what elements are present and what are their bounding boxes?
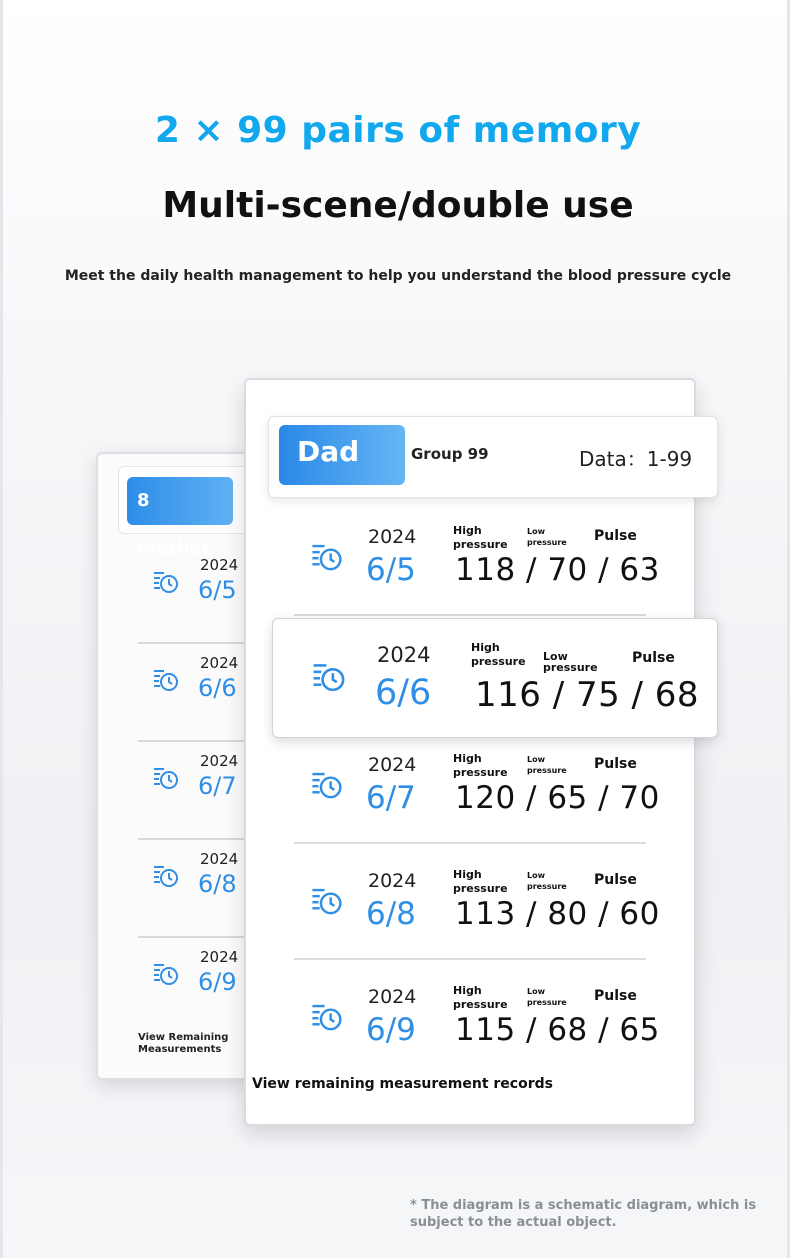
clock-history-icon — [310, 1000, 344, 1038]
dad-memory-card — [244, 378, 700, 1126]
record-date: 6/8 — [366, 896, 416, 932]
bp-reading: 118 / 70 / 63 — [455, 552, 660, 588]
data-range-label: Data：1-99 — [579, 447, 693, 471]
row-divider — [294, 842, 646, 844]
bp-reading: 120 / 65 / 70 — [455, 780, 660, 816]
clock-history-icon — [152, 960, 180, 992]
dad-record-row[interactable] — [246, 730, 698, 844]
row-divider — [294, 958, 646, 960]
dad-user-tab[interactable]: Dad — [279, 425, 405, 485]
record-year: 2024 — [368, 526, 417, 548]
tagline: Meet the daily health management to help you understand the blood pressure cycle — [64, 268, 732, 284]
low-pressure-label: Low pressure — [527, 987, 567, 1007]
headline: 2 × 99 pairs of memory — [154, 110, 642, 151]
high-pressure-label: High pressure — [471, 641, 526, 668]
clock-history-icon — [310, 884, 344, 922]
row-divider — [294, 614, 646, 616]
pulse-label: Pulse — [594, 988, 637, 1004]
low-pressure-label: Low pressure — [543, 650, 598, 674]
view-remaining-link[interactable]: View Remaining Measurements — [138, 1032, 229, 1055]
record-date: 6/5 — [198, 576, 237, 604]
record-date: 6/9 — [366, 1012, 416, 1048]
record-year: 2024 — [377, 643, 431, 667]
record-date: 6/6 — [375, 673, 432, 713]
pulse-label: Pulse — [632, 650, 675, 666]
dad-record-row[interactable] — [246, 846, 698, 960]
record-year: 2024 — [200, 752, 239, 770]
record-date: 6/7 — [366, 780, 416, 816]
record-year: 2024 — [200, 948, 239, 966]
record-date: 6/7 — [198, 772, 237, 800]
record-year: 2024 — [200, 556, 239, 574]
high-pressure-label: High pressure — [453, 984, 508, 1011]
low-pressure-label: Low pressure — [527, 871, 567, 891]
clock-history-icon — [152, 862, 180, 894]
clock-history-icon — [310, 540, 344, 578]
low-pressure-label: Low pressure — [527, 755, 567, 775]
clock-history-icon — [311, 659, 347, 699]
record-date: 6/5 — [366, 552, 416, 588]
low-pressure-label: Low pressure — [527, 527, 567, 547]
high-pressure-label: High pressure — [453, 868, 508, 895]
record-date: 6/9 — [198, 968, 237, 996]
bp-reading: 116 / 75 / 68 — [475, 675, 700, 715]
high-pressure-label: High pressure — [453, 752, 508, 779]
record-date: 6/6 — [198, 674, 237, 702]
clock-history-icon — [310, 768, 344, 806]
record-year: 2024 — [368, 870, 417, 892]
record-year: 2024 — [368, 754, 417, 776]
record-year: 2024 — [368, 986, 417, 1008]
bp-reading: 115 / 68 / 65 — [455, 1012, 660, 1048]
clock-history-icon — [152, 666, 180, 698]
high-pressure-label: High pressure — [453, 524, 508, 551]
pulse-label: Pulse — [594, 756, 637, 772]
view-remaining-records-link[interactable]: View remaining measurement records — [252, 1076, 553, 1092]
dad-record-row[interactable] — [246, 502, 698, 616]
record-date: 6/8 — [198, 870, 237, 898]
clock-history-icon — [152, 568, 180, 600]
group-label: Group 99 — [411, 445, 489, 463]
mother-user-tab[interactable]: 8 mother. — [127, 477, 233, 525]
pulse-label: Pulse — [594, 872, 637, 888]
dad-card-header — [268, 416, 718, 498]
dad-record-row-selected[interactable] — [272, 618, 718, 738]
footnote: * The diagram is a schematic diagram, which is subject to the actual object. — [410, 1198, 757, 1230]
subtitle: Multi-scene/double use — [162, 185, 634, 226]
record-year: 2024 — [200, 654, 239, 672]
record-year: 2024 — [200, 850, 239, 868]
pulse-label: Pulse — [594, 528, 637, 544]
dad-record-row[interactable] — [246, 962, 698, 1076]
bp-reading: 113 / 80 / 60 — [455, 896, 660, 932]
clock-history-icon — [152, 764, 180, 796]
